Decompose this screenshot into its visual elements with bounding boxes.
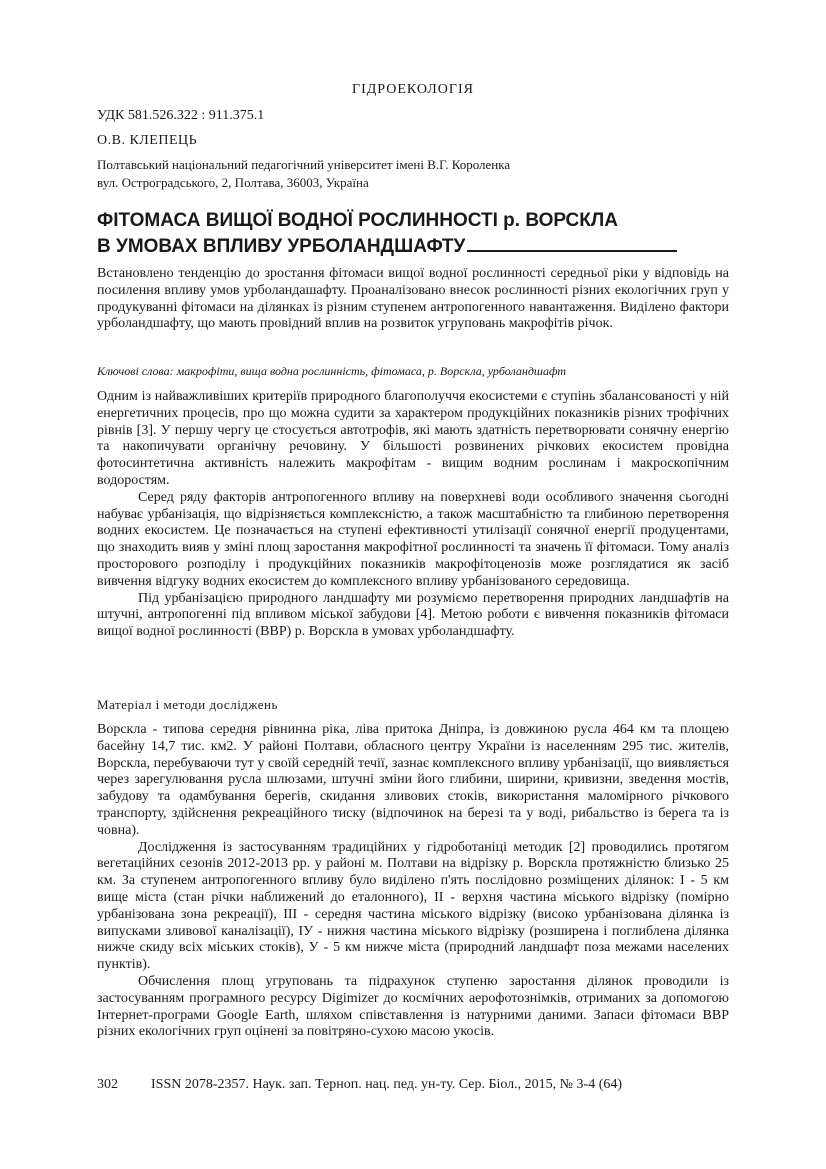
affiliation-institution: Полтавський національний педагогічний університет імені В.Г. Короленка [97, 157, 511, 172]
abstract [97, 266, 729, 333]
affiliation [97, 156, 510, 192]
page-number: 302 [97, 1077, 118, 1092]
methods-section [97, 722, 729, 1041]
methods-paragraph: Обчислення площ угруповань та підрахунок ступеню заростання ділянок проводили із застосуванням програмного ресурсу Digimizer до космічних аерофотознімків, отриманих за допомогою Інтернет-програми Google Earth, шляхом співставлення із натурними даними. Запаси фітомаси ВВР різних екологічних груп оцінені за повітряно-сухою масою укосів. [97, 973, 729, 1040]
udk-code: УДК 581.526.322 : 911.375.1 [97, 108, 265, 123]
intro-paragraph: Одним із найважливіших критеріїв природного благополуччя екосистеми є ступінь збалансованості у ній енергетичних процесів, про що можна судити за характером продукційних показників різних трофічних рівнів [3]. У першу чергу це стосується автотрофів, які мають здатність перетворювати сонячну енергію та накопичувати органічну речовину. У більшості розвинених річкових екосистем провідна фотосинтетична активність належить макрофітам - вищим водним рослинам і макроскопічним водоростям. [97, 389, 729, 488]
title-line-2-wrap [97, 234, 677, 260]
title-line-1: ФІТОМАСА ВИЩОЇ ВОДНОЇ РОСЛИННОСТІ р. ВОРСКЛА [97, 210, 618, 231]
title-underline-rule [467, 236, 677, 252]
author-name: О.В. КЛЕПЕЦЬ [97, 133, 198, 148]
keywords: Ключові слова: макрофіти, вища водна рослинність, фітомаса, р. Ворскла, урболандшафт [97, 364, 566, 378]
abstract-text: Встановлено тенденцію до зростання фітомаси вищої водної рослинності середньої ріки у відповідь на посилення впливу умов урболандашафту. Проаналізовано внесок рослинності різних екологічних груп у продукуванні фітомаси на ділянках із різним ступенем антропогенного навантаження. Виділено фактори урболандшафту, що мають провідний вплив на розвиток угруповань макрофітів річок. [97, 266, 729, 332]
intro-paragraph: Серед ряду факторів антропогенного впливу на поверхневі води особливого значення сьогодні набуває урбанізація, що відрізняється комплексністю, а також масштабністю та глибиною перетворення водних екосистем. Це позначається на ступені ефективності утилізації сонячної енергії продуцентами, що знаходить вияв у зміні площ заростання макрофітної рослинності та значень її фітомаси. Тому аналіз просторового розподілу і продукційних показників макрофітоценозів може розглядатися як засіб вивчення відгуку водних екосистем до комплексного впливу урбанізованого середовища. [97, 489, 729, 589]
journal-citation: ISSN 2078-2357. Наук. зап. Терноп. нац. пед. ун-ту. Сер. Біол., 2015, № 3-4 (64) [151, 1077, 623, 1092]
intro-paragraph: Під урбанізацією природного ландшафту ми розуміємо перетворення природних ландшафтів на штучні, антропогенні під впливом міської забудови [4]. Метою роботи є вивчення показників фітомаси вищої водної рослинності (ВВР) р. Ворскла в умовах урболандшафту. [97, 590, 729, 640]
affiliation-address: вул. Остроградського, 2, Полтава, 36003, Україна [97, 175, 369, 190]
section-header: ГІДРОЕКОЛОГІЯ [351, 82, 475, 97]
page-footer [97, 1077, 622, 1093]
methods-heading: Матеріал і методи досліджень [97, 697, 278, 712]
introduction [97, 389, 729, 641]
title-line-2: В УМОВАХ ВПЛИВУ УРБОЛАНДШАФТУ [97, 236, 466, 257]
methods-paragraph: Дослідження із застосуванням традиційних у гідроботаніці методик [2] проводились протягом вегетаційних сезонів 2012-2013 рр. у районі м. Полтави на відрізку р. Ворскла протяжністю близько 25 км. За ступенем антропогенного впливу було виділено п'ять послідовно розміщених ділянок: І - 5 км вище міста (стан річки наближений до еталонного), ІІ - верхня частина міського відрізку (помірно урбанізована зона рекреації), ІІІ - середня частина міського відрізку (високо урбанізована ділянка із випусками зливової каналізації), ІУ - нижня частина міського відрізку (розширена і поглиблена ділянка нижче скиду всіх міських стоків), У - 5 км нижче міста (природний ландшафт поза межами населених пунктів). [97, 839, 729, 973]
article-title [97, 208, 677, 260]
methods-paragraph: Ворскла - типова середня рівнинна ріка, ліва притока Дніпра, із довжиною русла 464 км та площею басейну 14,7 тис. км2. У районі Полтави, обласного центру України із населенням 295 тис. жителів, Ворскла, перебуваючи тут у своїй середній течії, зазнає комплексного впливу урбанізації, що виявляється через зарегулювання русла шлюзами, штучні зміни його глибини, ширини, кривизни, зведення мостів, забудову та одамбування берегів, скидання зливових стоків, використання маломірного річкового транспорту, здійснення рекреаційного тиску (відпочинок на березі та у воді, рибальство із берега та із човна). [97, 722, 729, 838]
